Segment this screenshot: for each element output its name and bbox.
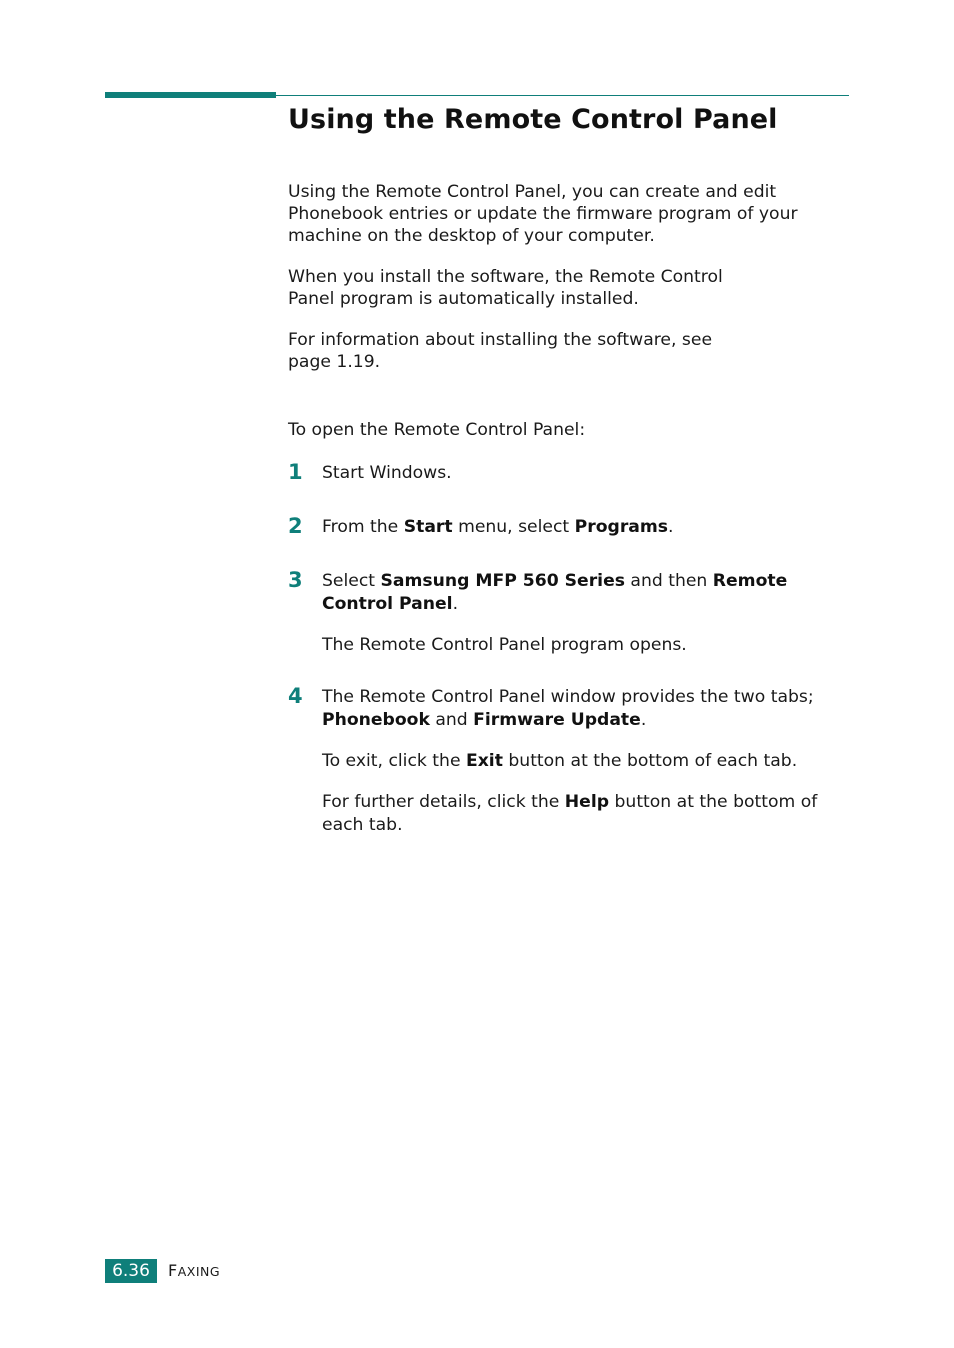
intro-p1-line-1: Using the Remote Control Panel, you can create and edit <box>288 182 777 202</box>
intro-p1-line-3: machine on the desktop of your computer. <box>288 226 655 246</box>
step-4-text <box>322 686 814 732</box>
step-2-start-term: Start <box>403 517 453 537</box>
step-2-post: . <box>668 517 674 537</box>
step-3-mid: and then <box>624 571 713 591</box>
step-4-line-1: The Remote Control Panel window provides the two tabs; <box>322 687 814 707</box>
step-3-line-1 <box>322 570 787 593</box>
step-4-phonebook-term: Phonebook <box>322 710 430 730</box>
intro-p3-line-2: page 1.19. <box>288 352 381 372</box>
help-term: Help <box>564 792 610 812</box>
step-4-firmware-term: Firmware Update <box>473 710 641 730</box>
page-title: Using the Remote Control Panel <box>288 104 778 135</box>
help-note-line-1 <box>322 791 817 814</box>
step-3-post: . <box>452 594 459 614</box>
step-4-exit-note <box>322 750 797 773</box>
step-4-line-2 <box>322 709 814 732</box>
help-note-post: button at the bottom of <box>609 792 818 812</box>
step-4-help-note <box>322 791 817 837</box>
help-note-line-2: each tab. <box>322 815 403 835</box>
intro-p1-line-2: Phonebook entries or update the firmware program of your <box>288 204 798 224</box>
step-3-series-term: Samsung MFP 560 Series <box>380 571 625 591</box>
step-3-note: The Remote Control Panel program opens. <box>322 635 687 655</box>
step-4-post: . <box>640 710 647 730</box>
step-2-pre: From the <box>322 517 404 537</box>
header-rule-thick <box>105 92 276 98</box>
step-4-number: 4 <box>288 684 303 708</box>
step-3-number: 3 <box>288 568 303 592</box>
exit-note-pre: To exit, click the <box>322 751 466 771</box>
intro-p2-line-1: When you install the software, the Remote Control <box>288 267 723 287</box>
step-1-text: Start Windows. <box>322 463 452 483</box>
step-3-line-2 <box>322 593 787 616</box>
help-note-pre: For further details, click the <box>322 792 565 812</box>
section-initial: F <box>168 1261 178 1280</box>
procedure-lead: To open the Remote Control Panel: <box>288 420 586 440</box>
step-2-mid: menu, select <box>452 517 575 537</box>
step-1-number: 1 <box>288 460 303 484</box>
intro-paragraph-3 <box>288 329 712 373</box>
header-rule-thin <box>276 95 849 96</box>
page-number-badge: 6.36 <box>105 1259 157 1283</box>
exit-term: Exit <box>465 751 503 771</box>
step-3-text <box>322 570 787 616</box>
step-3-control-panel-term: Control Panel <box>322 594 453 614</box>
step-3-remote-term: Remote <box>712 571 788 591</box>
step-2-programs-term: Programs <box>574 517 669 537</box>
intro-paragraph-2 <box>288 266 723 310</box>
exit-note-post: button at the bottom of each tab. <box>502 751 798 771</box>
step-4-mid: and <box>429 710 474 730</box>
intro-paragraph-1 <box>288 181 798 247</box>
step-3-pre: Select <box>322 571 381 591</box>
intro-p2-line-2: Panel program is automatically installed. <box>288 289 639 309</box>
section-rest: AXING <box>177 1264 221 1279</box>
intro-p3-line-1: For information about installing the software, see <box>288 330 713 350</box>
step-2-text <box>322 516 674 539</box>
step-2-number: 2 <box>288 514 303 538</box>
section-name <box>168 1261 220 1280</box>
